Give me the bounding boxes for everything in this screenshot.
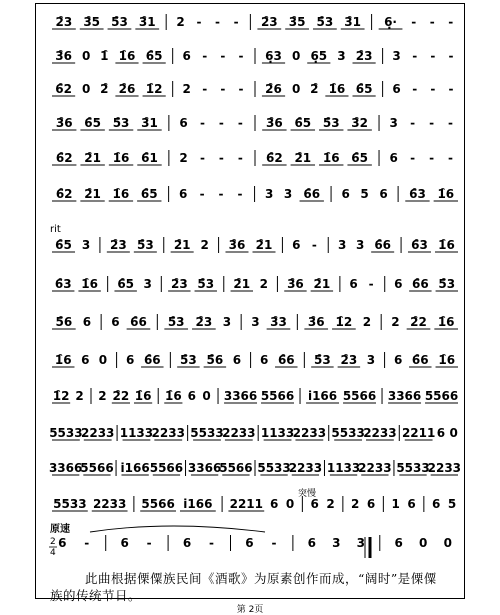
- note: 0: [82, 82, 91, 96]
- note: 6: [232, 353, 242, 367]
- note: 5566: [424, 389, 459, 403]
- note: 2̑1: [233, 277, 251, 291]
- note: 6̑6: [130, 315, 147, 329]
- note: 3: [389, 116, 398, 130]
- note: -: [199, 187, 205, 201]
- note: -: [271, 536, 277, 550]
- note: 5566: [260, 389, 295, 403]
- note: 2: [182, 82, 191, 96]
- note: 1̑6: [437, 315, 455, 329]
- note: 2: [98, 389, 107, 403]
- note: 5533: [190, 426, 224, 440]
- note: -: [146, 536, 152, 550]
- note: 2̑3: [109, 238, 127, 252]
- note: 2233: [288, 461, 323, 475]
- note: -: [218, 116, 224, 130]
- note: 2211: [229, 497, 264, 511]
- note: 2̑1: [84, 151, 101, 165]
- note: -: [410, 151, 416, 165]
- note: 6̑2: [266, 151, 283, 165]
- score-row: [49, 425, 458, 441]
- note: 3366: [223, 389, 258, 403]
- note: 5̑6: [206, 353, 224, 367]
- note: -: [368, 277, 374, 291]
- note: 3: [81, 238, 91, 252]
- tu-man-label: 突慢: [298, 489, 317, 499]
- note: 6: [307, 536, 317, 550]
- note: 6: [81, 353, 90, 367]
- note: -: [238, 49, 244, 63]
- note: -: [311, 238, 317, 252]
- note: -: [429, 151, 435, 165]
- score-row: [52, 237, 458, 253]
- note: 0: [449, 426, 458, 440]
- note: -: [448, 82, 454, 96]
- note: 3̑6: [307, 315, 325, 329]
- note: 6: [431, 497, 441, 511]
- note: -: [448, 116, 454, 130]
- note: 2̑3: [260, 15, 278, 29]
- note: 1̑: [100, 49, 109, 63]
- note: 3̑1: [344, 15, 362, 29]
- note: 3̑2: [351, 116, 369, 130]
- note: -: [430, 49, 436, 63]
- note: 6: [349, 277, 358, 291]
- note: 2̑1: [173, 238, 191, 252]
- note: -: [412, 49, 418, 63]
- score-row: [52, 352, 458, 368]
- score-row: [52, 496, 456, 512]
- score-row: [52, 115, 453, 131]
- note: 1̑2: [52, 389, 70, 403]
- score-row: [52, 81, 453, 97]
- note: 3̑6: [266, 116, 283, 130]
- note: 6̑5: [294, 116, 312, 130]
- note: 6: [126, 353, 135, 367]
- note: 6: [182, 536, 192, 550]
- note: 1̑6: [54, 353, 72, 367]
- note: 3: [337, 238, 347, 252]
- note: 6: [58, 536, 67, 550]
- note: -: [199, 116, 205, 130]
- note: 6̑5: [55, 238, 72, 252]
- note: 2233: [363, 426, 397, 440]
- note: 2̑3: [170, 277, 188, 291]
- note: 0: [202, 389, 211, 403]
- note: 5533: [49, 426, 83, 440]
- note: 2233: [92, 497, 127, 511]
- note: -: [202, 82, 208, 96]
- note: 6: [82, 315, 92, 329]
- yuansu-label: 原速: [50, 524, 70, 535]
- note: -: [202, 49, 208, 63]
- note: 6: [366, 497, 376, 511]
- note: 2233: [151, 426, 185, 440]
- score-row: [52, 14, 453, 30]
- note: 2211: [401, 426, 436, 440]
- note: 3̑5: [288, 15, 306, 29]
- note: 6̑6: [411, 353, 429, 367]
- note: 3: [265, 187, 274, 201]
- note: -: [199, 151, 205, 165]
- note: -: [84, 536, 90, 550]
- note: 2̑3: [195, 315, 213, 329]
- note: 5533: [257, 461, 291, 475]
- note: -: [237, 151, 243, 165]
- note: 6: [245, 536, 254, 550]
- note: 5566: [149, 461, 184, 475]
- note: 6̑5: [145, 49, 163, 63]
- note: 3: [332, 536, 341, 550]
- note: 2̑3: [55, 15, 73, 29]
- note: i166: [183, 497, 213, 511]
- note: 6̑5: [351, 151, 369, 165]
- note: 6: [394, 353, 403, 367]
- note: 3366: [387, 389, 422, 403]
- note: 2233: [292, 426, 327, 440]
- note: 5̑3: [316, 15, 334, 29]
- note: 2233: [222, 426, 256, 440]
- note: 1̑6: [438, 238, 455, 252]
- note: 2̑2: [410, 315, 427, 329]
- note: 6̣3: [265, 49, 282, 63]
- note: 1133: [119, 426, 154, 440]
- note: 0: [285, 497, 295, 511]
- note: 1̑6: [322, 151, 340, 165]
- note: 6: [269, 497, 279, 511]
- note: -: [218, 187, 224, 201]
- note: 3̑1: [138, 15, 156, 29]
- note: 5̑3: [314, 353, 331, 367]
- note: 2: [326, 497, 335, 511]
- note: -: [410, 116, 416, 130]
- note: 6̑6: [277, 353, 295, 367]
- note: -: [215, 15, 221, 29]
- note: 2̑3: [340, 353, 358, 367]
- note: 3: [356, 536, 366, 550]
- note: 0: [443, 536, 452, 550]
- note: 3: [366, 353, 376, 367]
- note: 1̑6: [164, 389, 182, 403]
- time-sig-num: 2: [50, 537, 56, 547]
- note: 3̑6: [55, 49, 72, 63]
- note: 5̑6: [55, 315, 73, 329]
- note: 2̑3: [355, 49, 373, 63]
- note: 6: [394, 277, 403, 291]
- score-row: [49, 460, 461, 476]
- note: 5533: [331, 426, 365, 440]
- note: 5533: [53, 497, 87, 511]
- note: 1̑6: [112, 187, 130, 201]
- note: -: [196, 15, 202, 29]
- note: 2: [350, 497, 360, 511]
- note: 3: [337, 49, 346, 63]
- note: 0: [98, 353, 108, 367]
- note: 6̑5: [355, 82, 373, 96]
- note: 6̑6: [374, 238, 392, 252]
- note: 3̑1: [141, 116, 158, 130]
- note: -: [237, 187, 243, 201]
- note: 6̑3: [409, 187, 426, 201]
- note: 6: [179, 187, 188, 201]
- note: 6̑3: [411, 238, 428, 252]
- note: 2̑: [100, 82, 109, 96]
- note: 1̑2: [145, 82, 163, 96]
- note: 2: [391, 315, 400, 329]
- note: 2: [200, 238, 209, 252]
- note: 3: [222, 315, 232, 329]
- note: 3̑6: [287, 277, 304, 291]
- note: 1̑6: [328, 82, 346, 96]
- note: 6̑6: [412, 277, 429, 291]
- tie-curve: [90, 526, 265, 532]
- note: i166: [307, 389, 338, 403]
- page-number: 第 2页: [236, 605, 264, 615]
- note: 2: [176, 15, 185, 29]
- note: 3: [143, 277, 152, 291]
- footnote-line-1: 此曲根据傈僳族民间《酒歌》为原素创作而成，“阔时”是傈僳: [85, 571, 437, 586]
- note: 1̑6: [118, 49, 136, 63]
- note: -: [411, 15, 417, 29]
- note: 5566: [80, 461, 114, 475]
- note: -: [430, 82, 436, 96]
- note: 6̑1: [141, 151, 158, 165]
- note: 6̑3: [54, 277, 72, 291]
- note: 3366: [48, 461, 83, 475]
- note: 6: [394, 536, 403, 550]
- note: 6̑6: [303, 187, 321, 201]
- note: 6: [310, 497, 319, 511]
- note: 6̑5: [117, 277, 135, 291]
- note: 1: [391, 497, 400, 511]
- note: 3366: [187, 461, 222, 475]
- note: 1̑6: [81, 277, 98, 291]
- note: 6: [187, 389, 196, 403]
- time-sig-den: 4: [50, 548, 56, 558]
- note: 3̑5: [83, 15, 101, 29]
- note: 5̑3: [180, 353, 197, 367]
- note: 5: [360, 187, 369, 201]
- score-row: [58, 535, 452, 551]
- footnote-line-2: 族的传统节日。: [50, 588, 142, 603]
- note: 6̣5: [310, 49, 328, 63]
- note: -: [429, 15, 435, 29]
- note: 5̑3: [197, 277, 215, 291]
- note: -: [238, 82, 244, 96]
- note: 6̑5: [84, 116, 101, 130]
- note: 6: [341, 187, 350, 201]
- note: -: [412, 82, 418, 96]
- note: 0: [291, 82, 301, 96]
- note: -: [209, 536, 215, 550]
- note: 5̑3: [322, 116, 340, 130]
- note: 3̑6: [55, 116, 73, 130]
- note: 1133: [326, 461, 361, 475]
- score-row: [52, 388, 458, 404]
- note: 2̑1: [84, 187, 101, 201]
- score-row: [52, 314, 458, 330]
- score-row: [52, 276, 458, 292]
- note: 6: [392, 82, 401, 96]
- note: 2: [362, 315, 372, 329]
- note: 2̑6: [265, 82, 282, 96]
- note: 5533: [396, 461, 430, 475]
- note: 5: [447, 497, 457, 511]
- note: 5̑3: [167, 315, 185, 329]
- note: -: [233, 15, 239, 29]
- note: 3: [283, 187, 293, 201]
- note: 2̑6: [118, 82, 136, 96]
- note: 3̑3: [270, 315, 287, 329]
- note: 5566: [219, 461, 253, 475]
- note: 6̣·: [384, 15, 398, 29]
- note: 2̑1: [294, 151, 312, 165]
- note: -: [220, 82, 226, 96]
- note: 5566: [141, 497, 175, 511]
- note: 2̑: [310, 82, 319, 96]
- score-row: [52, 186, 458, 202]
- note: 2: [179, 151, 188, 165]
- note: 6: [120, 536, 129, 550]
- note: 6: [260, 353, 269, 367]
- note: 2233: [427, 461, 462, 475]
- note: 2: [259, 277, 268, 291]
- note: 6: [389, 151, 398, 165]
- note: -: [218, 151, 224, 165]
- note: 0: [419, 536, 428, 550]
- note: 6: [111, 315, 120, 329]
- note: 0: [82, 49, 91, 63]
- note: 2: [75, 389, 84, 403]
- note: 1133: [260, 426, 295, 440]
- note: 2̑2: [112, 389, 130, 403]
- note: 6̑2: [55, 187, 73, 201]
- note: 6: [407, 497, 416, 511]
- note: 5̑3: [136, 238, 154, 252]
- note: -: [448, 151, 454, 165]
- note: 3̑6: [228, 238, 246, 252]
- note: 3: [355, 238, 365, 252]
- score-row: [52, 48, 453, 64]
- note: 6: [179, 116, 188, 130]
- note: 5̑3: [112, 116, 130, 130]
- note: 5̑3: [111, 15, 128, 29]
- note: -: [220, 49, 226, 63]
- note: 1̑6: [112, 151, 130, 165]
- note: 6: [379, 187, 388, 201]
- note: 1̑6: [134, 389, 152, 403]
- note: -: [448, 49, 454, 63]
- note: 2̑1: [313, 277, 331, 291]
- note: -: [429, 116, 435, 130]
- note: 6̑5: [140, 187, 158, 201]
- note: 2233: [81, 426, 115, 440]
- rit-label: rit: [50, 224, 61, 235]
- note: 1̑6: [438, 353, 456, 367]
- note: 1̑6: [437, 187, 455, 201]
- note: 6̑6: [143, 353, 161, 367]
- note: i166: [120, 461, 150, 475]
- note: 2̑1: [255, 238, 273, 252]
- note: 3: [392, 49, 401, 63]
- note: 0: [291, 49, 301, 63]
- note: 1̑2: [335, 315, 353, 329]
- note: 2233: [358, 461, 392, 475]
- note: 5566: [342, 389, 377, 403]
- note: 5̑3: [438, 277, 456, 291]
- note: 3: [251, 315, 260, 329]
- score-row: [52, 150, 453, 166]
- note: 6: [292, 238, 301, 252]
- note: 6: [182, 49, 191, 63]
- note: 6: [436, 426, 446, 440]
- note: -: [448, 15, 454, 29]
- note: 6̑2: [55, 82, 72, 96]
- note: -: [237, 116, 243, 130]
- note: 6̑2: [55, 151, 73, 165]
